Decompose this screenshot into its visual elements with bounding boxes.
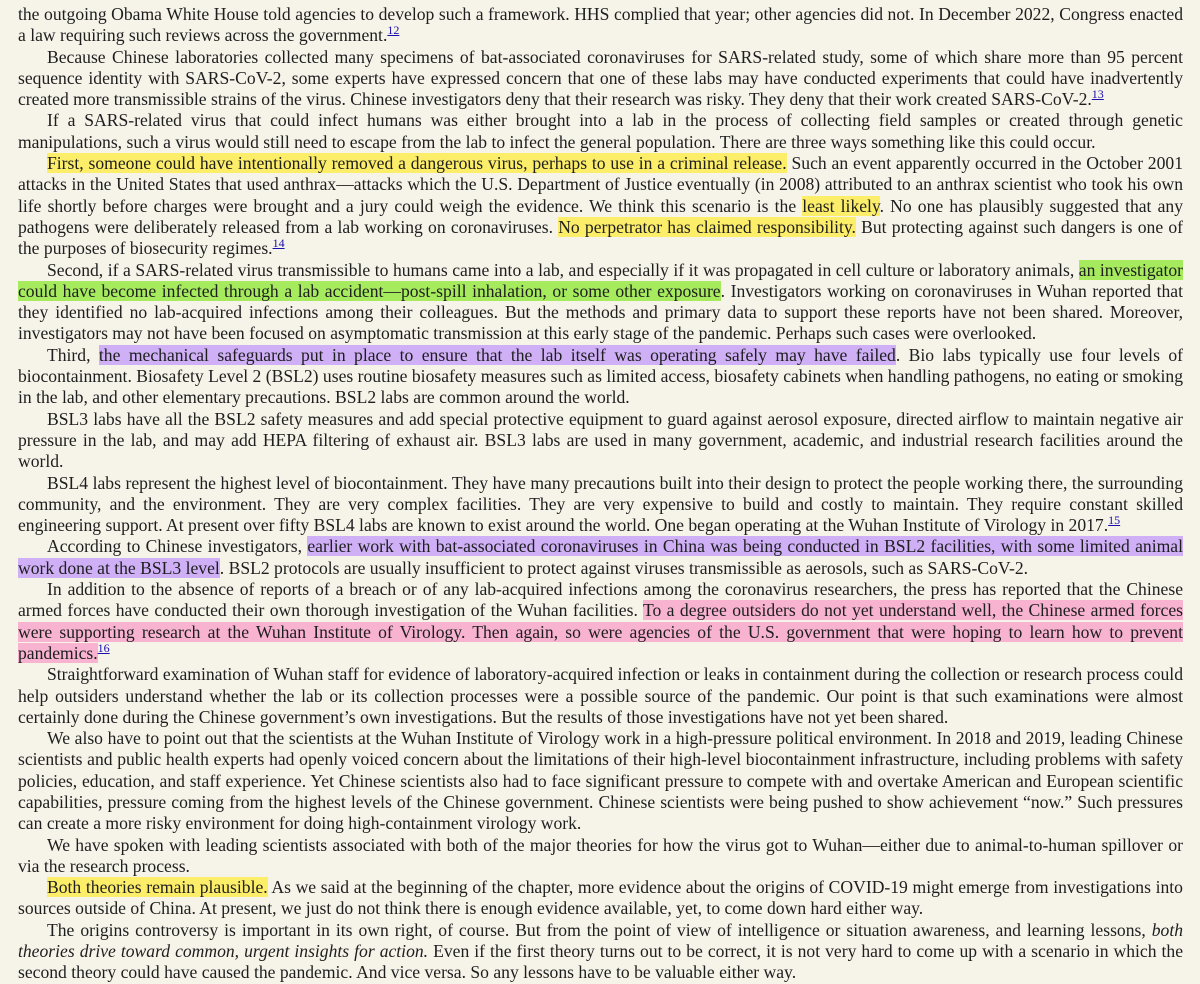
- body-text: We also have to point out that the scientists at the Wuhan Institute of Virology work in a high-pressure political environment. In 2018 and 2019, leading Chinese scientists and public health experts had openly voiced concern about the limitations of their high-level biocontainment infrastructure, including problems with safety policies, education, and staff experience. Yet Chinese scientists also had to face significant pressure to compete with and overtake American and European scientific capabilities, pressure coming from the highest levels of the Chinese government. Chinese scientists were being pushed to show achievement “now.” Such pressures can create a more risky environment for doing high-containment virology work.: [18, 728, 1183, 834]
- body-text: . BSL2 protocols are usually insufficient to protect against viruses transmissible as aerosols, such as SARS-CoV-2.: [219, 557, 1029, 578]
- paragraph: [18, 260, 1183, 345]
- footnote-link[interactable]: 13: [1091, 87, 1104, 102]
- yellow-highlight: First, someone could have intentionally removed a dangerous virus, perhaps to use in a criminal release.: [47, 153, 787, 174]
- purple-highlight: earlier work with bat-associated coronaviruses in China was being conducted in BSL2 facilities, with some limited animal work done at the BSL3 level: [18, 536, 1183, 578]
- body-text: . No one has plausibly suggested that any pathogens were deliberately released from a lab working on coronaviruses.: [18, 195, 1183, 237]
- footnote-ref: [1108, 513, 1120, 527]
- paragraph: [18, 4, 1183, 47]
- body-text: In addition to the absence of reports of a breach or of any lab-acquired infections among the coronavirus researchers, the press has reported that the Chinese armed forces have conducted their own thorough investigation of the Wuhan facilities.: [18, 579, 1183, 621]
- body-text: But protecting against such dangers is one of the purposes of biosecurity regimes.: [18, 216, 1183, 259]
- body-text: Third,: [47, 344, 99, 365]
- paragraph: [18, 110, 1183, 153]
- footnote-link[interactable]: 15: [1108, 513, 1121, 528]
- yellow-highlight: No perpetrator has claimed responsibility.: [558, 216, 856, 237]
- paragraph: [18, 579, 1183, 664]
- body-text: the outgoing Obama White House told agencies to develop such a framework. HHS complied that year; other agencies did not. In December 2022, Congress enacted a law requiring such reviews across the government.: [18, 4, 1183, 46]
- body-text: Even if the first theory turns out to be correct, it is not very hard to come up with a scenario in which the second theory could have caused the pandemic. And vice versa. So any lessons have to be valuable either way.: [18, 941, 1184, 983]
- emphasized-text: both theories drive toward common, urgent insights for action.: [18, 919, 1183, 962]
- body-text: The origins controversy is important in its own right, of course. But from the point of view of intelligence or situation awareness, and learning lessons,: [47, 919, 1152, 940]
- paragraph: [18, 664, 1183, 728]
- footnote-link[interactable]: 16: [97, 640, 110, 655]
- yellow-highlight: Both theories remain plausible.: [47, 877, 268, 898]
- footnote-ref: [98, 641, 110, 655]
- body-text: If a SARS-related virus that could infect humans was either brought into a lab in the process of collecting field samples or created through genetic manipulations, such a virus would still need to escape from the lab to infect the general population. There are three ways something like this could occur.: [18, 110, 1183, 152]
- pink-highlight: To a degree outsiders do not yet understand well, the Chinese armed forces were supporting research at the Wuhan Institute of Virology. Then again, so were agencies of the U.S. government that were hoping to learn how to prevent pandemics.: [18, 600, 1183, 663]
- paragraph: [18, 47, 1183, 111]
- body-text: Such an event apparently occurred in the October 2001 attacks in the United States that used anthrax—attacks which the U.S. Department of Justice eventually (in 2008) attributed to an anthrax scientist who took his own life shortly before charges were brought and a jury could weigh the evidence. We think this scenario is the: [18, 153, 1183, 216]
- paragraph: [18, 877, 1183, 920]
- paragraph: [18, 345, 1183, 409]
- paragraph: [18, 153, 1183, 259]
- footnote-link[interactable]: 14: [272, 236, 285, 251]
- body-text: Second, if a SARS-related virus transmissible to humans came into a lab, and especially if it was propagated in cell culture or laboratory animals,: [47, 259, 1079, 280]
- yellow-highlight: least likely: [802, 195, 880, 216]
- footnote-ref: [387, 23, 399, 37]
- body-text: . Investigators working on coronaviruses in Wuhan reported that they identified no lab-acquired infections among their colleagues. But the methods and primary data to support these reports have not been shared. Moreover, investigators may not have been focused on asymptomatic transmission at this early stage of the pandemic. Perhaps such cases were overlooked.: [18, 280, 1183, 344]
- body-text: We have spoken with leading scientists associated with both of the major theories for how the virus got to Wuhan—either due to animal-to-human spillover or via the research process.: [18, 834, 1183, 876]
- body-text: BSL4 labs represent the highest level of biocontainment. They have many precautions built into their design to protect the people working there, the surrounding community, and the environment. They are very complex facilities. They are very expensive to build and costly to maintain. They require constant skilled engineering support. At present over fifty BSL4 labs are known to exist around the world. One began operating at the Wuhan Institute of Virology in 2017.: [18, 472, 1183, 536]
- body-text: . Bio labs typically use four levels of biocontainment. Biosafety Level 2 (BSL2) uses routine biosafety measures such as limited access, biosafety cabinets when handling pathogens, no eating or smoking in the lab, and other elementary precautions. BSL2 labs are common around the world.: [18, 344, 1184, 408]
- paragraph: [18, 835, 1183, 878]
- body-text: Straightforward examination of Wuhan staff for evidence of laboratory-acquired infection or leaks in containment during the collection or research process could help outsiders understand whether the lab or its collection processes were a possible source of the pandemic. Our point is that such examinations were almost certainly done during the Chinese government’s own investigations. But the results of those investigations have not yet been shared.: [18, 664, 1183, 727]
- body-text: Because Chinese laboratories collected many specimens of bat-associated coronaviruses for SARS-related study, some of which share more than 95 percent sequence identity with SARS-CoV-2, some experts have expressed concern that one of these labs may have conducted experiments that could have inadvertently created more transmissible strains of the virus. Chinese investigators deny that their research was risky. They deny that their work created SARS-CoV-2.: [18, 46, 1183, 110]
- paragraph: [18, 473, 1183, 537]
- paragraph: [18, 728, 1183, 834]
- paragraph: [18, 536, 1183, 579]
- body-text: BSL3 labs have all the BSL2 safety measures and add special protective equipment to guard against aerosol exposure, directed airflow to maintain negative air pressure in the lab, and may add HEPA filtering of exhaust air. BSL3 labs are used in many government, academic, and industrial research facilities around the world.: [18, 408, 1183, 472]
- paragraph: [18, 409, 1183, 473]
- green-highlight: an investigator could have become infected through a lab accident—post-spill inhalation, or some other exposure: [18, 259, 1183, 301]
- footnote-ref: [273, 236, 285, 250]
- purple-highlight: the mechanical safeguards put in place to ensure that the lab itself was operating safely may have failed: [98, 344, 896, 365]
- paragraph: [18, 920, 1183, 984]
- body-text: As we said at the beginning of the chapter, more evidence about the origins of COVID-19 might emerge from investigations into sources outside of China. At present, we just do not think there is enough evidence available, yet, to come down hard either way.: [18, 877, 1183, 919]
- body-text: According to Chinese investigators,: [47, 536, 308, 557]
- footnote-link[interactable]: 12: [387, 23, 400, 38]
- footnote-ref: [1092, 87, 1104, 101]
